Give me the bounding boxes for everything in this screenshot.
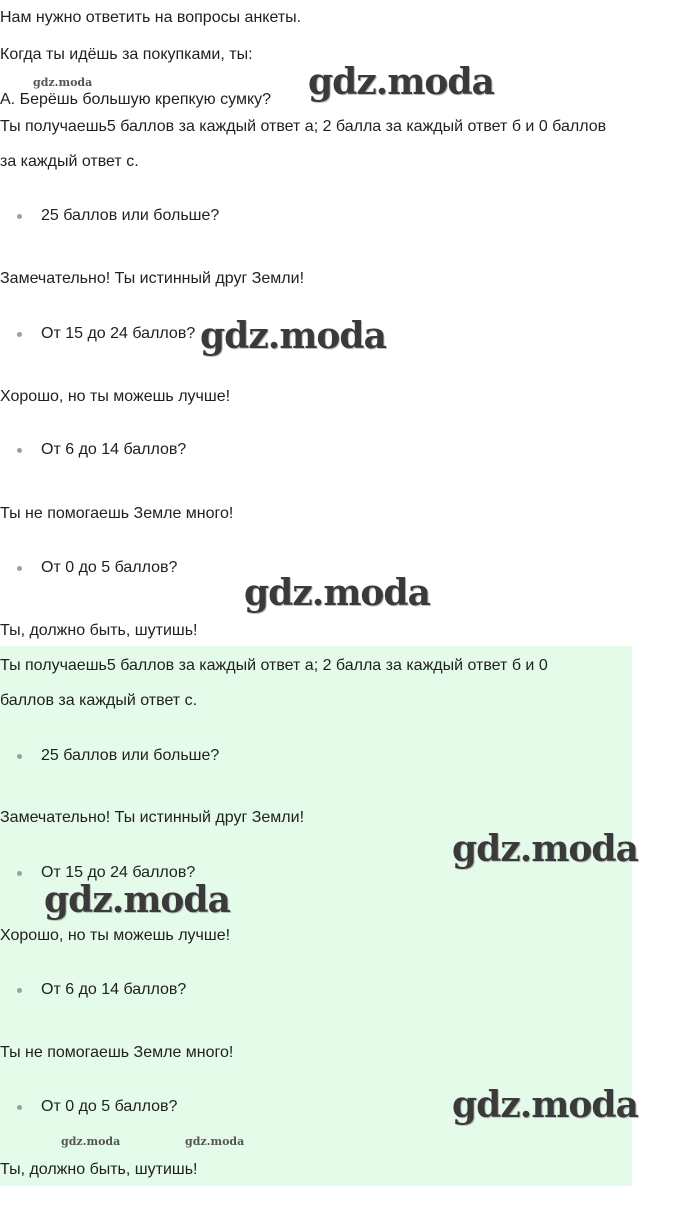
watermark-logo: gdz.moda: [185, 1135, 245, 1148]
result-question: От 15 до 24 баллов?: [41, 325, 196, 342]
bullet-icon: [17, 448, 22, 453]
bullet-icon: [17, 332, 22, 337]
result-question: От 0 до 5 баллов?: [41, 1098, 178, 1115]
watermark-logo: gdz.moda: [61, 1135, 121, 1148]
question-a: А. Берёшь большую крепкую сумку?: [0, 91, 272, 108]
result-question: От 6 до 14 баллов?: [41, 441, 187, 458]
result-question: От 6 до 14 баллов?: [41, 981, 187, 998]
list-item: [0, 206, 680, 226]
watermark-logo: gdz.moda: [452, 1084, 638, 1126]
result-question: От 15 до 24 баллов?: [41, 864, 196, 881]
bullet-icon: [17, 754, 22, 759]
watermark-logo: gdz.moda: [200, 315, 386, 357]
answer-scoring-line: баллов за каждый ответ с.: [0, 692, 198, 709]
result-question: От 0 до 5 баллов?: [41, 559, 178, 576]
result-question: 25 баллов или больше?: [41, 747, 220, 764]
answer-scoring-line: Ты получаешь5 баллов за каждый ответ а; 2 балла за каждый ответ б и 0: [0, 657, 548, 674]
watermark-logo: gdz.moda: [452, 828, 638, 870]
list-item: [0, 980, 632, 1000]
result-verdict: Ты, должно быть, шутишь!: [0, 1161, 198, 1178]
bullet-icon: [17, 214, 22, 219]
watermark-logo: gdz.moda: [244, 572, 430, 614]
watermark-logo: gdz.moda: [308, 61, 494, 103]
watermark-logo: gdz.moda: [33, 76, 93, 89]
watermark-logo: gdz.moda: [44, 879, 230, 921]
list-item: [0, 440, 680, 460]
result-verdict: Ты не помогаешь Земле много!: [0, 1044, 234, 1061]
result-verdict: Хорошо, но ты можешь лучше!: [0, 927, 231, 944]
result-verdict: Ты, должно быть, шутишь!: [0, 622, 198, 639]
question-intro: Когда ты идёшь за покупками, ты:: [0, 46, 253, 63]
result-verdict: Замечательно! Ты истинный друг Земли!: [0, 270, 305, 287]
bullet-icon: [17, 1105, 22, 1110]
scoring-rule-line: Ты получаешь5 баллов за каждый ответ а; 2 балла за каждый ответ б и 0 баллов: [0, 118, 607, 135]
result-verdict: Ты не помогаешь Земле много!: [0, 505, 234, 522]
result-verdict: Хорошо, но ты можешь лучше!: [0, 388, 231, 405]
list-item: [0, 746, 632, 766]
scoring-rule-line: за каждый ответ с.: [0, 153, 139, 170]
result-question: 25 баллов или больше?: [41, 207, 220, 224]
result-verdict: Замечательно! Ты истинный друг Земли!: [0, 809, 305, 826]
bullet-icon: [17, 566, 22, 571]
bullet-icon: [17, 871, 22, 876]
bullet-icon: [17, 988, 22, 993]
intro-line: Нам нужно ответить на вопросы анкеты.: [0, 9, 302, 26]
